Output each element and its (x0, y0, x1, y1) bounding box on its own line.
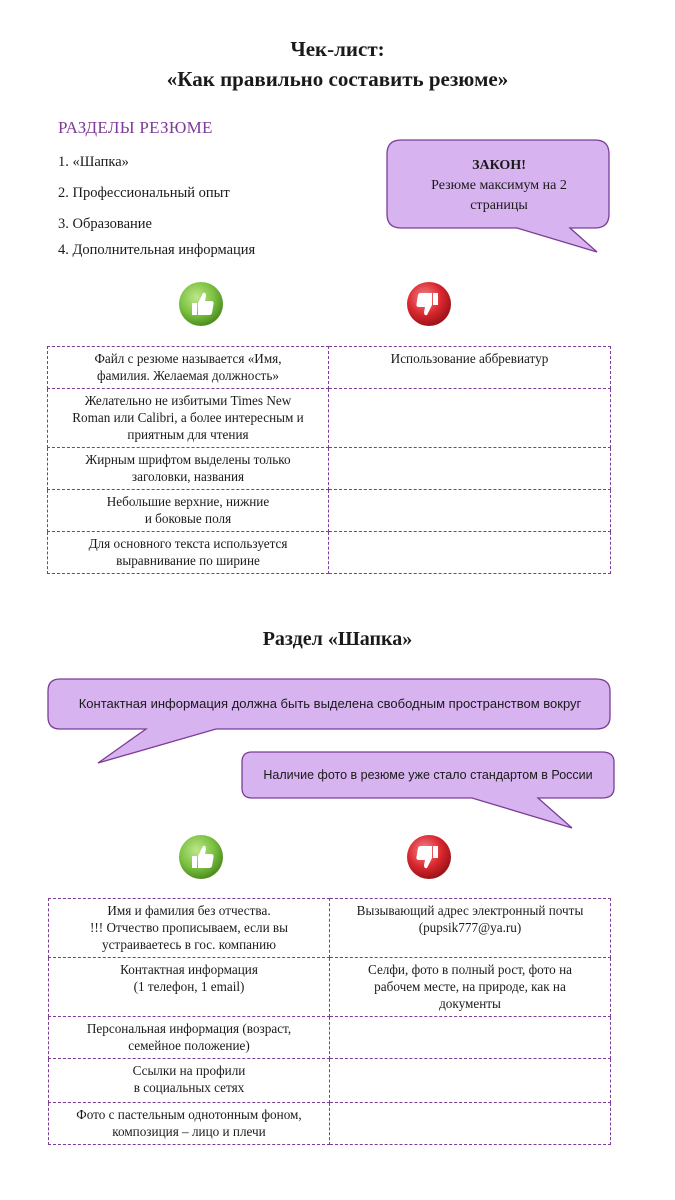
page-title (0, 34, 675, 94)
do-cell (48, 389, 329, 448)
law-bubble-text (390, 156, 608, 216)
dont-cell (329, 448, 611, 490)
do-text: Ссылки на профили (132, 1063, 246, 1078)
table-row (48, 347, 611, 389)
do-text: Небольшие верхние, нижние (106, 494, 270, 509)
dont-cell (330, 899, 611, 958)
photo-speech-bubble (240, 750, 618, 830)
do-text: Желательно не избитыми Times New (84, 393, 292, 408)
law-bubble-title: ЗАКОН! (472, 158, 526, 173)
dont-text: документы (439, 996, 501, 1011)
do-text: Имя и фамилия без отчества. (107, 903, 271, 918)
table-row (49, 1103, 611, 1145)
dont-text: (pupsik777@ya.ru) (418, 920, 522, 935)
table-row (49, 1017, 611, 1059)
page-title-line2: «Как правильно составить резюме» (166, 67, 509, 91)
do-text: фамилия. Желаемая должность» (97, 368, 279, 383)
table-row (48, 448, 611, 490)
do-text: (1 телефон, 1 email) (133, 979, 245, 994)
table-row (48, 490, 611, 532)
do-cell (49, 1017, 330, 1059)
checklist-table-header-section (48, 898, 611, 1145)
do-text: Для основного текста используется (88, 536, 288, 551)
do-cell (48, 532, 329, 574)
dont-text: Вызывающий адрес электронный почты (356, 903, 584, 918)
do-text: композиция – лицо и плечи (112, 1124, 266, 1139)
do-text: семейное положение) (128, 1038, 250, 1053)
table-row (49, 1059, 611, 1103)
do-text: Жирным шрифтом выделены только (85, 452, 291, 467)
do-cell (49, 1103, 330, 1145)
law-bubble-line2: страницы (470, 198, 528, 213)
do-text: в социальных сетях (133, 1080, 245, 1095)
dont-text: Использование аббревиатур (390, 351, 549, 366)
dont-cell (329, 490, 611, 532)
page-title-line1: Чек-лист: (290, 37, 385, 61)
table-row (49, 899, 611, 958)
do-text: Файл с резюме называется «Имя, (94, 351, 282, 366)
photo-bubble-text: Наличие фото в резюме уже стало стандартом в России (263, 768, 593, 782)
do-cell (48, 490, 329, 532)
thumbs-up-icon (178, 834, 224, 880)
dont-cell (329, 347, 611, 389)
do-text: !!! Отчество прописываем, если вы (89, 920, 289, 935)
section-title-header: Раздел «Шапка» (262, 628, 413, 650)
dont-cell (330, 1059, 611, 1103)
dont-text: рабочем месте, на природе, как на (374, 979, 566, 994)
do-text: приятным для чтения (127, 427, 249, 442)
thumbs-down-icon (406, 834, 452, 880)
do-text: Фото с пастельным однотонным фоном, (76, 1107, 302, 1122)
table-row (49, 958, 611, 1017)
do-cell (49, 958, 330, 1017)
dont-cell (329, 532, 611, 574)
contact-bubble-text: Контактная информация должна быть выделена свободным пространством вокруг (78, 696, 582, 711)
dont-cell (330, 1103, 611, 1145)
do-cell (48, 347, 329, 389)
do-text: заголовки, названия (131, 469, 245, 484)
law-bubble-line1: Резюме максимум на 2 (431, 178, 567, 193)
do-text: Roman или Calibri, а более интересным и (72, 410, 304, 425)
checklist-table-general (47, 346, 611, 574)
table-row (48, 532, 611, 574)
do-cell (49, 899, 330, 958)
do-text: и боковые поля (144, 511, 232, 526)
sections-list-item: 2. Профессиональный опыт (58, 185, 230, 201)
sections-list-item: 3. Образование (58, 216, 152, 232)
do-text: устраиваетесь в гос. компанию (101, 937, 277, 952)
dont-cell (330, 958, 611, 1017)
table-row (48, 389, 611, 448)
sections-heading: РАЗДЕЛЫ РЕЗЮМЕ (58, 118, 213, 137)
do-text: Персональная информация (возраст, (86, 1021, 292, 1036)
do-cell (49, 1059, 330, 1103)
do-text: Контактная информация (120, 962, 258, 977)
do-text: выравнивание по ширине (116, 553, 260, 568)
dont-text: Селфи, фото в полный рост, фото на (368, 962, 572, 977)
do-cell (48, 448, 329, 490)
sections-list-item: 1. «Шапка» (58, 154, 129, 170)
thumbs-up-icon (178, 281, 224, 327)
dont-cell (330, 1017, 611, 1059)
sections-list-item: 4. Дополнительная информация (58, 242, 256, 258)
thumbs-down-icon (406, 281, 452, 327)
dont-cell (329, 389, 611, 448)
